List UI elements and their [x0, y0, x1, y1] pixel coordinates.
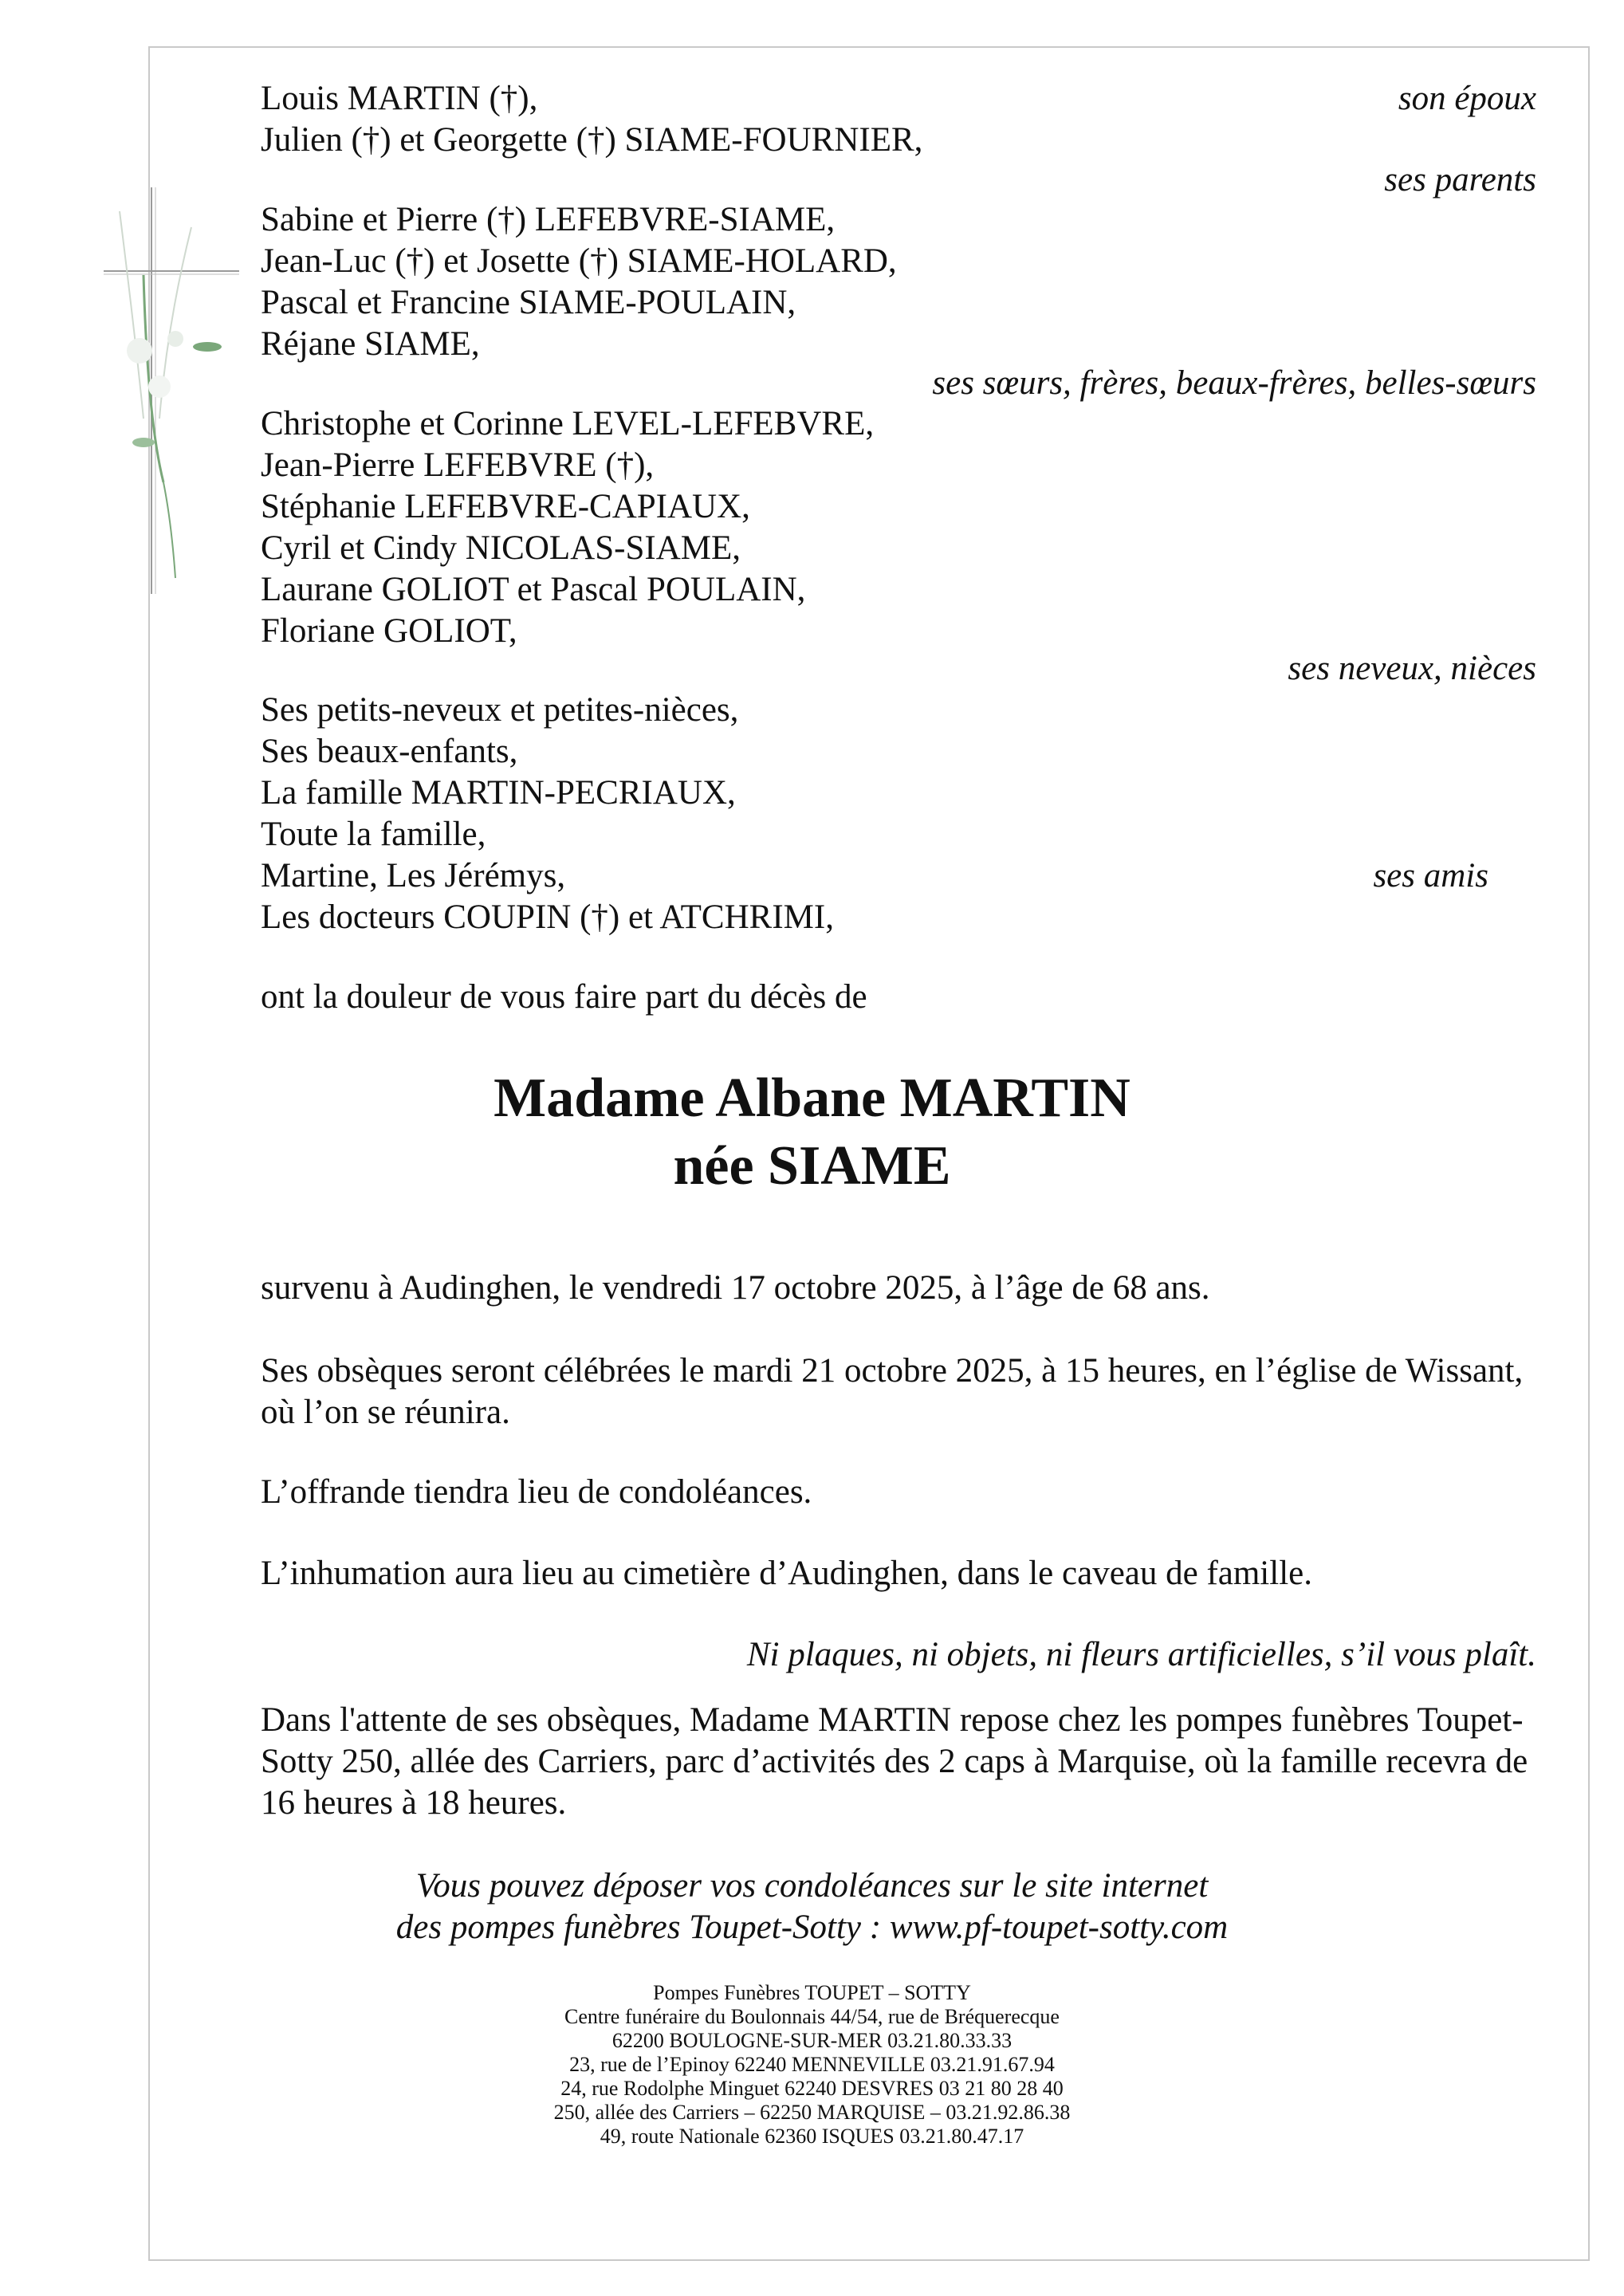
- footer-line: 49, route Nationale 62360 ISQUES 03.21.80.47.17: [600, 2125, 1024, 2148]
- announcement-text: ont la douleur de vous faire part du décès de: [261, 978, 867, 1016]
- family-name: Ses beaux-enfants,: [261, 733, 518, 770]
- family-name: Toute la famille,: [261, 816, 486, 853]
- viewing-details: Dans l'attente de ses obsèques, Madame MARTIN repose chez les pompes funèbres Toupet-Sotty 250, allée des Carriers, parc d’activités des 2 caps à Marquise, où la famille recevra de 16 heures à 18 heures.: [261, 1701, 1528, 1822]
- condolences-line: des pompes funèbres Toupet-Sotty : www.pf-toupet-sotty.com: [395, 1909, 1229, 1946]
- family-name: Sabine et Pierre (†) LEFEBVRE-SIAME,: [261, 201, 836, 238]
- flower-request: Ni plaques, ni objets, ni fleurs artificielles, s’il vous plaît.: [746, 1636, 1536, 1673]
- burial-details: L’inhumation aura lieu au cimetière d’Audinghen, dans le caveau de famille.: [261, 1555, 1312, 1592]
- family-name: Stéphanie LEFEBVRE-CAPIAUX,: [261, 488, 750, 525]
- family-name: La famille MARTIN-PECRIAUX,: [261, 774, 736, 812]
- family-name: Martine, Les Jérémys,: [261, 857, 566, 894]
- relation-label: ses neveux, nièces: [1288, 650, 1536, 687]
- family-name: Ses petits-neveux et petites-nièces,: [261, 691, 739, 729]
- footer-line: 250, allée des Carriers – 62250 MARQUISE – 03.21.92.86.38: [553, 2101, 1071, 2124]
- relation-label: son époux: [1398, 80, 1536, 117]
- footer-line: 62200 BOULOGNE-SUR-MER 03.21.80.33.33: [611, 2029, 1013, 2052]
- family-name: Laurane GOLIOT et Pascal POULAIN,: [261, 571, 806, 608]
- footer-line: 23, rue de l’Epinoy 62240 MENNEVILLE 03.21.91.67.94: [569, 2053, 1055, 2076]
- cross-flower-icon: [96, 179, 247, 610]
- family-name: Cyril et Cindy NICOLAS-SIAME,: [261, 529, 741, 567]
- family-name: Jean-Pierre LEFEBVRE (†),: [261, 446, 655, 484]
- relation-label: ses sœurs, frères, beaux-frères, belles-sœurs: [932, 364, 1536, 402]
- offering-text: L’offrande tiendra lieu de condoléances.: [261, 1473, 812, 1511]
- family-name: Pascal et Francine SIAME-POULAIN,: [261, 284, 796, 321]
- family-name: Les docteurs COUPIN (†) et ATCHRIMI,: [261, 898, 834, 936]
- death-details: survenu à Audinghen, le vendredi 17 octobre 2025, à l’âge de 68 ans.: [261, 1269, 1210, 1307]
- footer-line: Pompes Funèbres TOUPET – SOTTY: [653, 1981, 971, 2004]
- family-name: Christophe et Corinne LEVEL-LEFEBVRE,: [261, 405, 875, 442]
- family-name: Jean-Luc (†) et Josette (†) SIAME-HOLARD,: [261, 242, 897, 280]
- funeral-details: Ses obsèques seront célébrées le mardi 21 octobre 2025, à 15 heures, en l’église de Wissant, où l’on se réunira.: [261, 1352, 1524, 1431]
- family-name: Floriane GOLIOT,: [261, 612, 517, 650]
- family-name: Julien (†) et Georgette (†) SIAME-FOURNIER,: [261, 121, 923, 159]
- footer-line: 24, rue Rodolphe Minguet 62240 DESVRES 03 21 80 28 40: [560, 2077, 1064, 2100]
- relation-label: ses amis: [1373, 857, 1488, 894]
- condolences-line: Vous pouvez déposer vos condoléances sur le site internet: [415, 1867, 1209, 1905]
- deceased-maiden-name: née SIAME: [673, 1135, 951, 1197]
- deceased-name: Madame Albane MARTIN: [493, 1067, 1131, 1129]
- family-name: Louis MARTIN (†),: [261, 80, 538, 117]
- footer-line: Centre funéraire du Boulonnais 44/54, rue de Bréquerecque: [564, 2005, 1060, 2028]
- relation-label: ses parents: [1384, 161, 1536, 199]
- family-name: Réjane SIAME,: [261, 325, 480, 363]
